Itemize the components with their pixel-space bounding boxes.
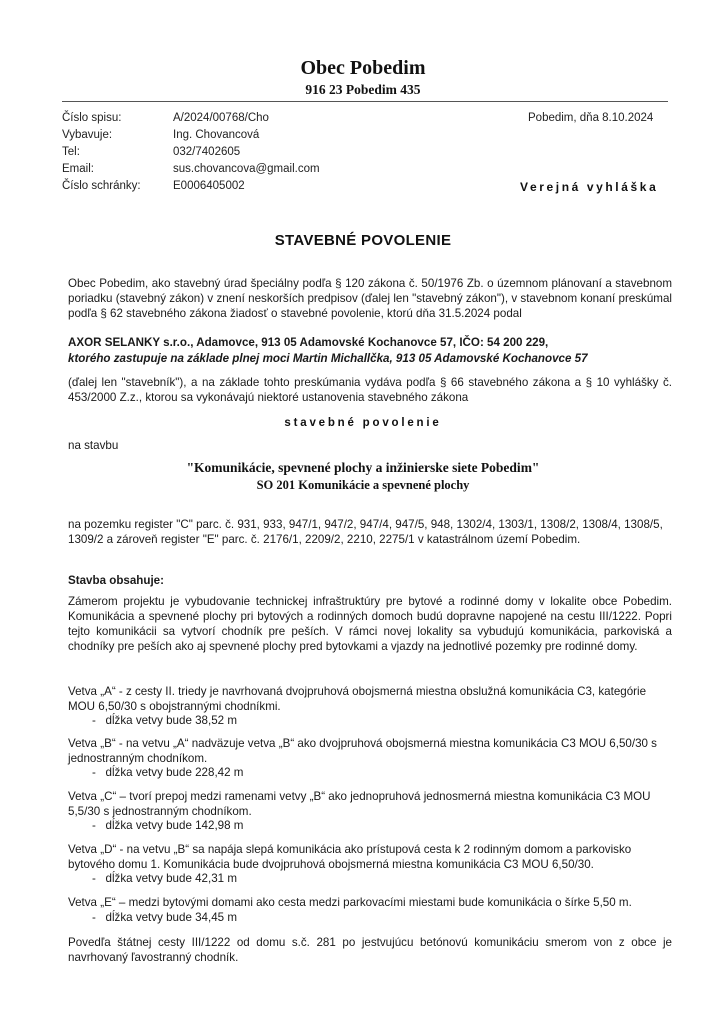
- meta-value-mailbox: E0006405002: [173, 180, 245, 192]
- meta-value-phone: 032/7402605: [173, 146, 241, 158]
- municipality-name: Obec Pobedim: [300, 57, 426, 79]
- document-title: STAVEBNÉ POVOLENIE: [274, 232, 452, 249]
- meta-value-email: sus.chovancova@gmail.com: [173, 163, 320, 175]
- branch-b-length: dĺžka vetvy bude 228,42 m: [105, 766, 244, 779]
- public-notice-label: Verejná vyhláška: [520, 180, 659, 194]
- meta-label-handled-by: Vybavuje:: [62, 129, 113, 141]
- applicant: AXOR SELANKY s.r.o., Adamovce, 913 05 Adamovské Kochanovce 57, IČO: 54 200 229,: [68, 336, 549, 349]
- branch-a-length: dĺžka vetvy bude 38,52 m: [105, 714, 238, 727]
- branch-b-length-item: - dĺžka vetvy bude 228,42 m: [92, 766, 244, 779]
- decision-heading: stavebné povolenie: [284, 417, 442, 429]
- parcels-paragraph: na pozemku register "C" parc. č. 931, 933, 947/1, 947/2, 947/4, 947/5, 948, 1302/4, 1303/1, 1308/2, 1308/4, 1308/5, 1309/2 a zároveň register "E" parc. č. 2176/1, 2209/2, 2210, 2275/1 v katastrálnom území Pobedim.: [68, 518, 663, 546]
- place-date: Pobedim, dňa 8.10.2024: [528, 112, 654, 124]
- representative: ktorého zastupuje na základe plnej moci Martin Michallčka, 913 05 Adamovské Kochanovce 57: [68, 352, 588, 365]
- meta-label-email: Email:: [62, 163, 94, 175]
- meta-value-handled-by: Ing. Chovancová: [173, 129, 260, 141]
- contents-heading: Stavba obsahuje:: [68, 574, 164, 587]
- header-divider: [62, 101, 668, 102]
- branch-d-length: dĺžka vetvy bude 42,31 m: [105, 872, 238, 885]
- for-construction-label: na stavbu: [68, 439, 119, 452]
- branch-c: Vetva „C“ – tvorí prepoj medzi ramenami vetvy „B“ ako jednopruhová jednosmerná miestna komunikácia C3 MOU 5,5/30 s jednostranným chodníkom.: [68, 790, 651, 818]
- sidewalk-paragraph: Povedľa štátnej cesty III/1222 od domu s.č. 281 po jestvujúcu betónovú komunikáciu smerom von z obce je navrhovaný ľavostranný chodník.: [68, 936, 672, 964]
- meta-label-phone: Tel:: [62, 146, 80, 158]
- branch-b: Vetva „B“ - na vetvu „A“ nadväzuje vetva „B“ ako dvojpruhová obojsmerná miestna komunikácia C3 MOU 6,50/30 s jednostranným chodníkom.: [68, 737, 657, 765]
- purpose-paragraph: Zámerom projektu je vybudovanie technickej infraštruktúry pre bytové a rodinné domy v lokalite obce Pobedim. Komunikácia a spevnené plochy pri bytových a rodinných domoch budú dopravne napojené na cestu III/1222. Popri tejto komunikácii sa vytvorí chodník pre peších. V rámci novej lokality sa vybudujú komunikácia, parkoviská a chodníky pre peších ako aj spevnené plochy pred bytovkami a vjazdy na jednotlivé pozemky pre rodinné domy.: [68, 595, 672, 653]
- branch-c-length-item: - dĺžka vetvy bude 142,98 m: [92, 819, 244, 832]
- branch-e: Vetva „E“ – medzi bytovými domami ako cesta medzi parkovacími miestami bude komunikácia o šírke 5,50 m.: [68, 896, 632, 909]
- project-part: SO 201 Komunikácie a spevnené plochy: [256, 478, 470, 492]
- meta-value-file-number: A/2024/00768/Cho: [173, 112, 269, 124]
- intro-paragraph: Obec Pobedim, ako stavebný úrad špeciálny podľa § 120 zákona č. 50/1976 Zb. o územnom plánovaní a stavebnom poriadku (stavebný zákon) v znení neskorších predpisov (ďalej len "stavebný zákon"), v stavebnom konaní preskúmal podľa § 62 stavebného zákona žiadosť o stavebné povolenie, ktorú dňa 31.5.2024 podal: [68, 277, 672, 320]
- branch-e-length: dĺžka vetvy bude 34,45 m: [105, 911, 238, 924]
- branch-c-length: dĺžka vetvy bude 142,98 m: [105, 819, 244, 832]
- branch-a-length-item: - dĺžka vetvy bude 38,52 m: [92, 714, 238, 727]
- meta-label-mailbox: Číslo schránky:: [62, 180, 141, 192]
- project-name: "Komunikácie, spevnené plochy a inžinierske siete Pobedim": [186, 460, 540, 475]
- branch-a: Vetva „A“ - z cesty II. triedy je navrhovaná dvojpruhová obojsmerná miestna obslužná komunikácia C3, kategórie MOU 6,50/30 s obojstrannými chodníkmi.: [68, 685, 647, 713]
- branch-d: Vetva „D“ - na vetvu „B“ sa napája slepá komunikácia ako prístupová cesta k 2 rodinným domom a parkovisko bytového domu 1. Komunikácia bude dvojpruhová obojsmerná miestna komunikácia C3 MOU 6,50/30.: [68, 843, 632, 871]
- branch-d-length-item: - dĺžka vetvy bude 42,31 m: [92, 872, 238, 885]
- builder-clause: (ďalej len "stavebník"), a na základe tohto preskúmania vydáva podľa § 66 stavebného zákona a § 10 vyhlášky č. 453/2000 Z.z., ktorou sa vykonávajú niektoré ustanovenia stavebného zákona: [68, 376, 672, 404]
- municipality-address: 916 23 Pobedim 435: [305, 82, 421, 97]
- branch-e-length-item: - dĺžka vetvy bude 34,45 m: [92, 911, 238, 924]
- meta-label-file-number: Číslo spisu:: [62, 112, 122, 124]
